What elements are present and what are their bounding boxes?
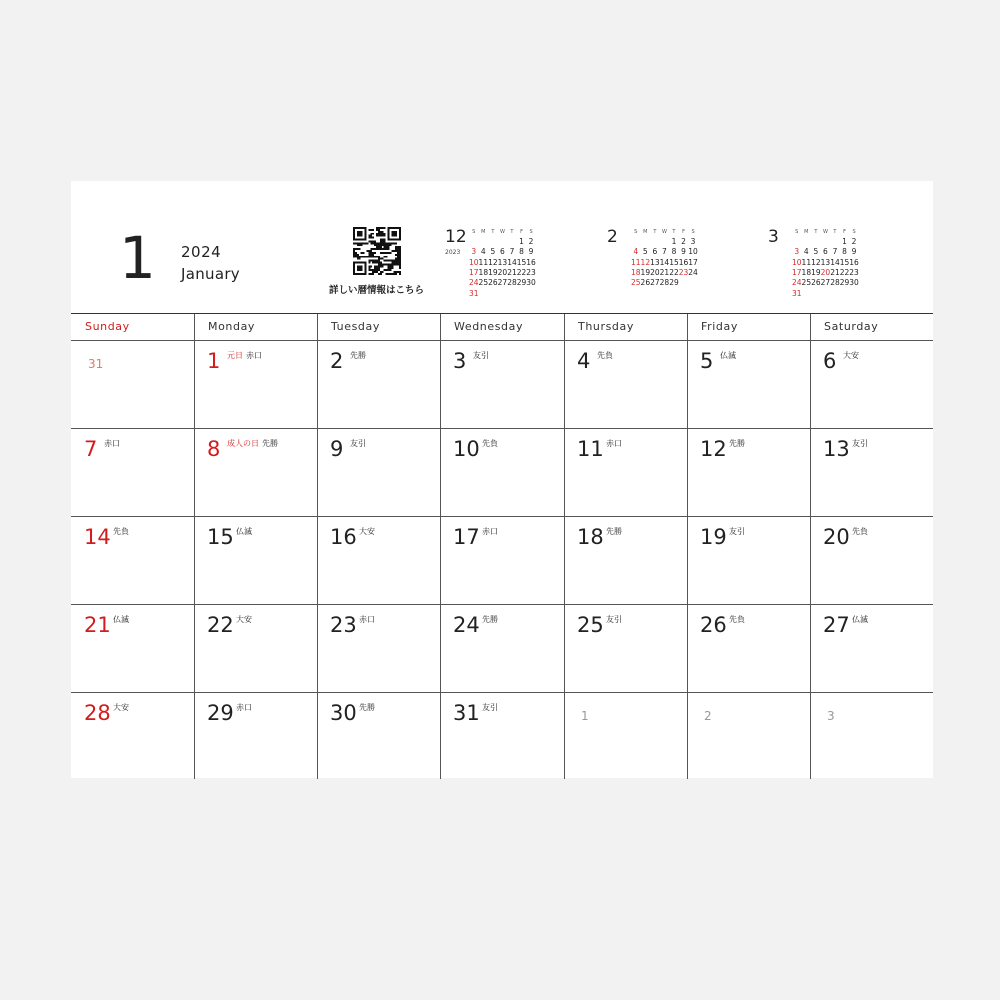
- day-cell[interactable]: [810, 516, 933, 604]
- day-tags: [236, 703, 252, 713]
- day-cell[interactable]: [194, 692, 317, 780]
- mini-day: [507, 237, 517, 247]
- mini-day: [811, 288, 821, 298]
- mini-dow-label: W: [822, 229, 828, 235]
- mini-day: 8: [671, 247, 677, 257]
- mini-calendar-year: 2023: [445, 249, 461, 256]
- mini-day: 17: [688, 257, 698, 267]
- mini-day: 28: [659, 278, 670, 288]
- mini-day: 3: [471, 247, 477, 257]
- mini-day: 13: [820, 257, 831, 267]
- day-tags: [113, 615, 129, 625]
- day-number: 4: [577, 349, 591, 373]
- rokuyo-label: 友引: [473, 351, 489, 360]
- day-cell[interactable]: [194, 604, 317, 692]
- mini-day: 2: [851, 237, 857, 247]
- mini-calendar-month: 2: [607, 227, 618, 247]
- mini-day: [840, 288, 850, 298]
- mini-day: 15: [669, 257, 679, 267]
- mini-day: 9: [528, 247, 534, 257]
- day-number: 2: [704, 709, 712, 723]
- mini-dow-label: S: [852, 229, 856, 235]
- rokuyo-label: 赤口: [482, 527, 498, 536]
- day-number: 19: [700, 525, 727, 549]
- mini-day: 5: [490, 247, 496, 257]
- mini-day: 18: [631, 268, 641, 278]
- day-tags: [113, 703, 129, 713]
- day-cell[interactable]: [71, 340, 194, 428]
- day-cell[interactable]: [71, 516, 194, 604]
- rokuyo-label: 赤口: [246, 351, 262, 360]
- mini-day: [488, 237, 498, 247]
- mini-day: 16: [678, 257, 689, 267]
- mini-day: 21: [507, 268, 517, 278]
- mini-day: 18: [801, 268, 812, 278]
- weekday-header-row: [71, 314, 933, 341]
- day-number: 29: [207, 701, 234, 725]
- mini-day: 10: [688, 247, 698, 257]
- day-tags: [729, 439, 745, 449]
- day-number: 2: [330, 349, 344, 373]
- mini-day: 20: [820, 268, 831, 278]
- mini-day: 29: [839, 278, 850, 288]
- holiday-label: 元日: [227, 351, 243, 360]
- weekday-wednesday: Wednesday: [454, 320, 524, 333]
- mini-day: 13: [650, 257, 660, 267]
- day-cell[interactable]: [317, 340, 440, 428]
- mini-day: 19: [488, 268, 498, 278]
- day-number: 7: [84, 437, 98, 461]
- day-cell[interactable]: [687, 428, 810, 516]
- calendar-sheet: [71, 181, 933, 778]
- mini-day: 27: [820, 278, 831, 288]
- year-label: 2024: [181, 243, 222, 261]
- rokuyo-label: 先勝: [482, 615, 498, 624]
- mini-day: 19: [811, 268, 821, 278]
- day-tags: [359, 527, 375, 537]
- mini-dow-label: T: [814, 229, 818, 235]
- mini-day: 25: [478, 278, 489, 288]
- day-number: 6: [823, 349, 837, 373]
- mini-day: 2: [681, 237, 686, 247]
- mini-day: [821, 237, 831, 247]
- rokuyo-label: 赤口: [236, 703, 252, 712]
- day-cell[interactable]: [440, 604, 563, 692]
- qr-caption: 詳しい暦情報はこちら: [329, 285, 425, 296]
- month-number: 1: [119, 224, 156, 292]
- day-cell[interactable]: [687, 340, 810, 428]
- mini-calendar-table: [631, 227, 698, 288]
- mini-day: 31: [469, 288, 479, 298]
- day-number: 22: [207, 613, 234, 637]
- mini-day: 22: [516, 268, 527, 278]
- mini-dow-label: T: [510, 229, 514, 235]
- day-tags: [597, 351, 613, 361]
- day-number: 17: [453, 525, 480, 549]
- day-cell[interactable]: [687, 604, 810, 692]
- day-number: 3: [453, 349, 467, 373]
- mini-day: 18: [478, 268, 489, 278]
- mini-day: 28: [507, 278, 517, 288]
- mini-day: [792, 237, 802, 247]
- rokuyo-label: 先負: [113, 527, 129, 536]
- rokuyo-label: 先負: [482, 439, 498, 448]
- mini-dow-label: T: [672, 229, 676, 235]
- mini-day: 6: [500, 247, 505, 257]
- day-number: 20: [823, 525, 850, 549]
- mini-day: 6: [823, 247, 828, 257]
- mini-day: 23: [678, 268, 689, 278]
- day-cell[interactable]: [564, 692, 687, 780]
- weekday-monday: Monday: [208, 320, 256, 333]
- rokuyo-label: 先勝: [350, 351, 366, 360]
- mini-day: 5: [642, 247, 648, 257]
- mini-day: 1: [842, 237, 847, 247]
- day-cell[interactable]: [317, 428, 440, 516]
- mini-day: 29: [669, 278, 679, 288]
- mini-dow-label: S: [691, 229, 695, 235]
- day-number: 5: [700, 349, 714, 373]
- day-cell[interactable]: [687, 692, 810, 780]
- mini-day: [488, 288, 498, 298]
- day-number: 10: [453, 437, 480, 461]
- day-number: 24: [453, 613, 480, 637]
- mini-day: 17: [792, 268, 802, 278]
- day-cell[interactable]: [317, 604, 440, 692]
- mini-day: [479, 288, 489, 298]
- day-number: 25: [577, 613, 604, 637]
- mini-day: 7: [832, 247, 838, 257]
- day-cell[interactable]: [810, 604, 933, 692]
- day-tags: [729, 615, 745, 625]
- day-number: 26: [700, 613, 727, 637]
- mini-calendar-table: [469, 227, 536, 299]
- day-cell[interactable]: [194, 516, 317, 604]
- mini-day: 15: [516, 257, 527, 267]
- mini-day: 3: [690, 237, 696, 247]
- rokuyo-label: 仏滅: [852, 615, 868, 624]
- mini-day: [811, 237, 821, 247]
- mini-day: 11: [631, 257, 641, 267]
- day-tags: [720, 351, 736, 361]
- day-number: 31: [453, 701, 480, 725]
- mini-dow-label: M: [481, 229, 486, 235]
- mini-calendar-table: [792, 227, 859, 299]
- mini-day: 22: [839, 268, 850, 278]
- mini-day: 21: [659, 268, 670, 278]
- day-number: 15: [207, 525, 234, 549]
- mini-dow-label: S: [472, 229, 476, 235]
- day-tags: [350, 351, 366, 361]
- mini-day: 14: [830, 257, 840, 267]
- rokuyo-label: 大安: [113, 703, 129, 712]
- mini-dow-label: T: [491, 229, 495, 235]
- mini-day: 30: [526, 278, 536, 288]
- mini-day: [650, 237, 660, 247]
- mini-day: [469, 237, 479, 247]
- mini-day: [802, 288, 812, 298]
- mini-day: [641, 237, 651, 247]
- weekday-thursday: Thursday: [578, 320, 634, 333]
- day-tags: [852, 439, 868, 449]
- rokuyo-label: 赤口: [104, 439, 120, 448]
- day-number: 30: [330, 701, 357, 725]
- mini-day: 28: [830, 278, 840, 288]
- rokuyo-label: 先勝: [606, 527, 622, 536]
- weekday-friday: Friday: [701, 320, 738, 333]
- mini-day: 16: [849, 257, 859, 267]
- mini-dow-label: S: [529, 229, 533, 235]
- rokuyo-label: 先勝: [729, 439, 745, 448]
- mini-day: 26: [640, 278, 651, 288]
- mini-day: [688, 278, 698, 288]
- day-number: 16: [330, 525, 357, 549]
- mini-day: 30: [849, 278, 859, 288]
- mini-day: 12: [811, 257, 821, 267]
- weekday-sunday: Sunday: [85, 320, 130, 333]
- day-number: 14: [84, 525, 111, 549]
- day-cell[interactable]: [564, 340, 687, 428]
- mini-dow-label: W: [499, 229, 505, 235]
- mini-day: 3: [794, 247, 800, 257]
- mini-day: 8: [842, 247, 847, 257]
- day-cell[interactable]: [564, 516, 687, 604]
- mini-day: 29: [516, 278, 527, 288]
- day-cell[interactable]: [317, 692, 440, 780]
- rokuyo-label: 友引: [482, 703, 498, 712]
- qr-code-icon[interactable]: [353, 227, 401, 275]
- mini-day: [660, 237, 670, 247]
- day-tags: [482, 615, 498, 625]
- day-cell[interactable]: [440, 340, 563, 428]
- day-number: 13: [823, 437, 850, 461]
- mini-day: 2: [528, 237, 534, 247]
- day-number: 1: [581, 709, 589, 723]
- mini-day: 14: [507, 257, 517, 267]
- day-cell[interactable]: [71, 692, 194, 780]
- mini-dow-label: M: [643, 229, 648, 235]
- mini-day: 23: [849, 268, 859, 278]
- mini-day: [498, 237, 508, 247]
- rokuyo-label: 友引: [350, 439, 366, 448]
- mini-day: 7: [509, 247, 515, 257]
- mini-day: [526, 288, 536, 298]
- mini-day: [830, 237, 840, 247]
- mini-day: 25: [631, 278, 641, 288]
- day-number: 31: [88, 357, 104, 371]
- mini-day: 4: [633, 247, 639, 257]
- mini-day: 10: [469, 257, 479, 267]
- mini-dow-label: F: [520, 229, 523, 235]
- mini-dow-label: F: [682, 229, 685, 235]
- mini-dow-label: S: [795, 229, 799, 235]
- rokuyo-label: 友引: [606, 615, 622, 624]
- day-tags: [473, 351, 489, 361]
- month-grid: [71, 313, 933, 779]
- mini-day: 26: [488, 278, 498, 288]
- rokuyo-label: 先負: [729, 615, 745, 624]
- day-tags: [852, 527, 868, 537]
- mini-day: 25: [801, 278, 812, 288]
- mini-dow-label: T: [653, 229, 657, 235]
- day-number: 23: [330, 613, 357, 637]
- mini-day: 17: [469, 268, 479, 278]
- day-cell[interactable]: [810, 340, 933, 428]
- day-number: 3: [827, 709, 835, 723]
- mini-day: [849, 288, 859, 298]
- day-cell[interactable]: [564, 428, 687, 516]
- mini-day: 23: [526, 268, 536, 278]
- day-number: 8: [207, 437, 221, 461]
- mini-day: [517, 288, 527, 298]
- rokuyo-label: 友引: [852, 439, 868, 448]
- mini-day: 16: [526, 257, 536, 267]
- day-tags: [606, 615, 622, 625]
- mini-day: 14: [659, 257, 670, 267]
- mini-day: [830, 288, 840, 298]
- mini-day: [507, 288, 517, 298]
- holiday-label: 成人の日: [227, 439, 259, 448]
- day-cell[interactable]: [440, 692, 563, 780]
- mini-day: 9: [851, 247, 857, 257]
- mini-day: 1: [519, 237, 524, 247]
- mini-day: 9: [681, 247, 686, 257]
- day-tags: [350, 439, 366, 449]
- day-cell[interactable]: [810, 428, 933, 516]
- day-cell[interactable]: [71, 604, 194, 692]
- mini-day: 15: [839, 257, 850, 267]
- mini-day: 12: [488, 257, 498, 267]
- month-name: January: [181, 265, 240, 283]
- mini-day: 20: [650, 268, 660, 278]
- day-cell[interactable]: [194, 428, 317, 516]
- mini-day: [631, 237, 641, 247]
- mini-day: 20: [497, 268, 508, 278]
- mini-day: 26: [811, 278, 821, 288]
- day-cell[interactable]: [440, 428, 563, 516]
- day-tags: [843, 351, 859, 361]
- day-number: 12: [700, 437, 727, 461]
- day-tags: [236, 527, 252, 537]
- mini-day: 11: [801, 257, 812, 267]
- rokuyo-label: 先勝: [359, 703, 375, 712]
- mini-day: 27: [497, 278, 508, 288]
- day-tags: [482, 439, 498, 449]
- rokuyo-label: 友引: [729, 527, 745, 536]
- rokuyo-label: 赤口: [606, 439, 622, 448]
- day-cell[interactable]: [810, 692, 933, 780]
- mini-day: 19: [640, 268, 651, 278]
- mini-day: [802, 237, 812, 247]
- mini-day: 13: [497, 257, 508, 267]
- day-cell[interactable]: [440, 516, 563, 604]
- weekday-tuesday: Tuesday: [331, 320, 380, 333]
- mini-day: 8: [519, 247, 524, 257]
- mini-day: 10: [792, 257, 802, 267]
- mini-dow-label: S: [634, 229, 638, 235]
- day-number: 27: [823, 613, 850, 637]
- mini-day: 12: [640, 257, 651, 267]
- mini-day: 31: [792, 288, 802, 298]
- mini-day: 22: [669, 268, 679, 278]
- mini-day: [821, 288, 831, 298]
- rokuyo-label: 先負: [852, 527, 868, 536]
- mini-calendar-month: 12: [445, 227, 467, 247]
- day-number: 9: [330, 437, 344, 461]
- day-cell[interactable]: [71, 428, 194, 516]
- day-tags: [104, 439, 120, 449]
- day-tags: [236, 615, 252, 625]
- day-tags: [227, 351, 262, 361]
- rokuyo-label: 仏滅: [236, 527, 252, 536]
- day-number: 28: [84, 701, 111, 725]
- mini-day: 27: [650, 278, 660, 288]
- day-tags: [113, 527, 129, 537]
- rokuyo-label: 大安: [843, 351, 859, 360]
- mini-dow-label: W: [661, 229, 667, 235]
- mini-day: 4: [803, 247, 809, 257]
- mini-day: 7: [662, 247, 667, 257]
- day-cell[interactable]: [564, 604, 687, 692]
- day-tags: [606, 527, 622, 537]
- day-cell[interactable]: [687, 516, 810, 604]
- mini-dow-label: M: [804, 229, 809, 235]
- mini-day: 24: [469, 278, 479, 288]
- rokuyo-label: 先勝: [262, 439, 278, 448]
- mini-day: [498, 288, 508, 298]
- mini-day: 11: [478, 257, 489, 267]
- day-tags: [359, 615, 375, 625]
- day-tags: [227, 439, 278, 449]
- rokuyo-label: 赤口: [359, 615, 375, 624]
- day-tags: [482, 527, 498, 537]
- mini-day: [679, 278, 689, 288]
- mini-dow-label: F: [843, 229, 846, 235]
- mini-day: 24: [688, 268, 698, 278]
- rokuyo-label: 仏滅: [113, 615, 129, 624]
- day-tags: [482, 703, 498, 713]
- mini-day: 6: [652, 247, 658, 257]
- day-number: 21: [84, 613, 111, 637]
- mini-day: [479, 237, 489, 247]
- rokuyo-label: 大安: [236, 615, 252, 624]
- mini-day: 4: [480, 247, 486, 257]
- day-tags: [729, 527, 745, 537]
- mini-dow-label: T: [833, 229, 837, 235]
- day-number: 11: [577, 437, 604, 461]
- day-number: 1: [207, 349, 221, 373]
- day-tags: [359, 703, 375, 713]
- day-cell[interactable]: [194, 340, 317, 428]
- mini-day: 1: [671, 237, 677, 247]
- mini-day: 5: [813, 247, 819, 257]
- weekday-saturday: Saturday: [824, 320, 879, 333]
- rokuyo-label: 大安: [359, 527, 375, 536]
- day-cell[interactable]: [317, 516, 440, 604]
- mini-day: 24: [792, 278, 802, 288]
- rokuyo-label: 仏滅: [720, 351, 736, 360]
- mini-calendar-month: 3: [768, 227, 779, 247]
- day-number: 18: [577, 525, 604, 549]
- day-tags: [852, 615, 868, 625]
- day-tags: [606, 439, 622, 449]
- mini-day: 21: [830, 268, 840, 278]
- rokuyo-label: 先負: [597, 351, 613, 360]
